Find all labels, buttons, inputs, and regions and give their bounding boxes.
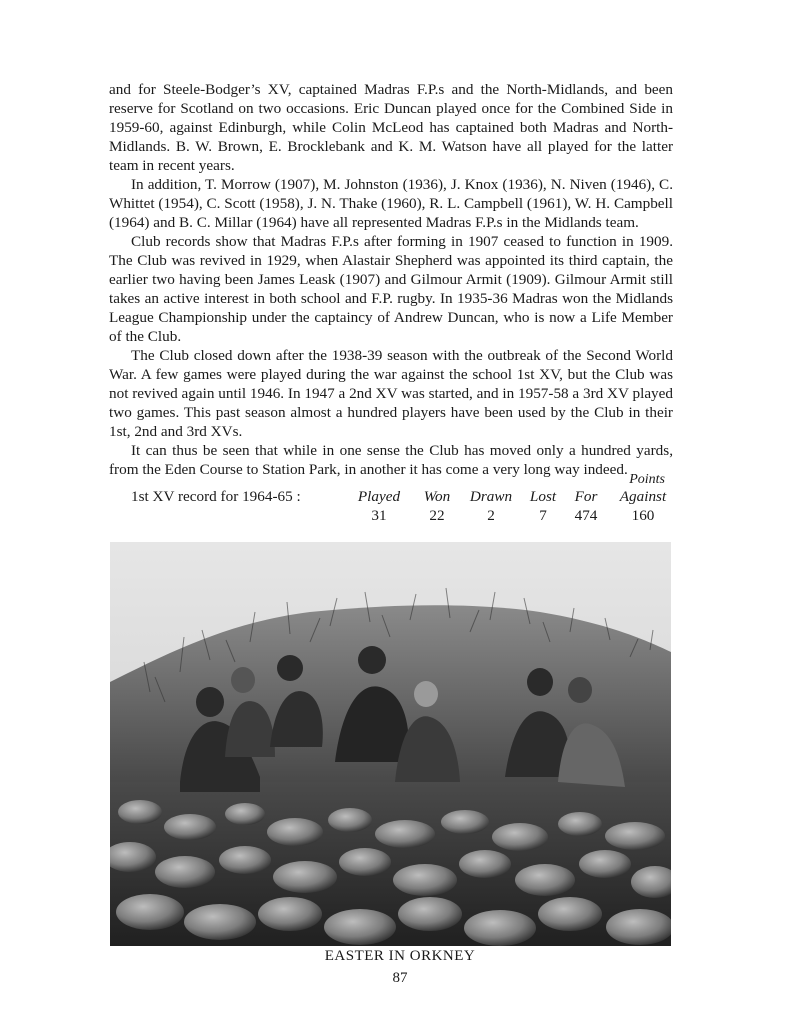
value-for: 474 (574, 507, 598, 524)
value-lost: 7 (539, 507, 547, 524)
value-drawn: 2 (487, 507, 495, 524)
header-played: Played (357, 488, 401, 505)
header-drawn: Drawn (469, 488, 513, 505)
paragraph: It can thus be seen that while in one sense the Club has moved only a hundred yards, from the Eden Course to Station Park, in another it has come a very long way indeed. (109, 442, 673, 478)
photo-caption: EASTER IN ORKNEY (324, 948, 476, 964)
record-label: 1st XV record for 1964-65 : (131, 488, 301, 505)
header-won: Won (423, 488, 451, 505)
photo-illustration (110, 542, 671, 946)
paragraph: Club records show that Madras F.P.s after forming in 1907 ceased to function in 1909. The Club was revived in 1929, when Alastair Shepherd was appointed its third captain, the earlier two having been James Leask (1907) and Gilmour Armit (1909). Gilmour Armit still takes an active interest in both school and F.P. rugby. In 1935-36 Madras won the Midlands League Championship under the captaincy of Andrew Duncan, who is now a Life Member of the Club. (109, 233, 673, 345)
value-against: 160 (631, 507, 655, 524)
paragraph: In addition, T. Morrow (1907), M. Johnston (1936), J. Knox (1936), N. Niven (1946), C. Whittet (1954), C. Scott (1958), J. N. Thake (1960), R. L. Campbell (1961), W. H. Campbell (1964) and B. C. Millar (1964) have all represented Madras F.P.s in the Midlands team. (109, 176, 673, 231)
header-against: Against (619, 488, 667, 505)
page-number: 87 (392, 970, 408, 986)
group-photo (110, 542, 671, 946)
header-for: For (574, 488, 598, 505)
value-played: 31 (371, 507, 387, 524)
season-record (109, 472, 673, 532)
paragraph: The Club closed down after the 1938-39 season with the outbreak of the Second World War. A few games were played during the war against the school 1st XV, but the Club was not revived again until 1946. In 1947 a 2nd XV was started, and in 1957-58 a 3rd XV played two games. This past season almost a hundred players have been used by the Club in their 1st, 2nd and 3rd XVs. (109, 347, 673, 440)
paragraph: and for Steele-Bodger’s XV, captained Madras F.P.s and the North-Midlands, and been reserve for Scotland on two occasions. Eric Duncan played once for the Combined Side in 1959-60, against Edinburgh, while Colin McLeod has captained both Madras and North-Midlands. B. W. Brown, E. Brocklebank and K. M. Watson have all played for the latter team in recent years. (109, 81, 673, 174)
value-won: 22 (429, 507, 445, 524)
body-text (109, 80, 673, 479)
header-lost: Lost (529, 488, 557, 505)
points-header: Points (629, 472, 665, 487)
